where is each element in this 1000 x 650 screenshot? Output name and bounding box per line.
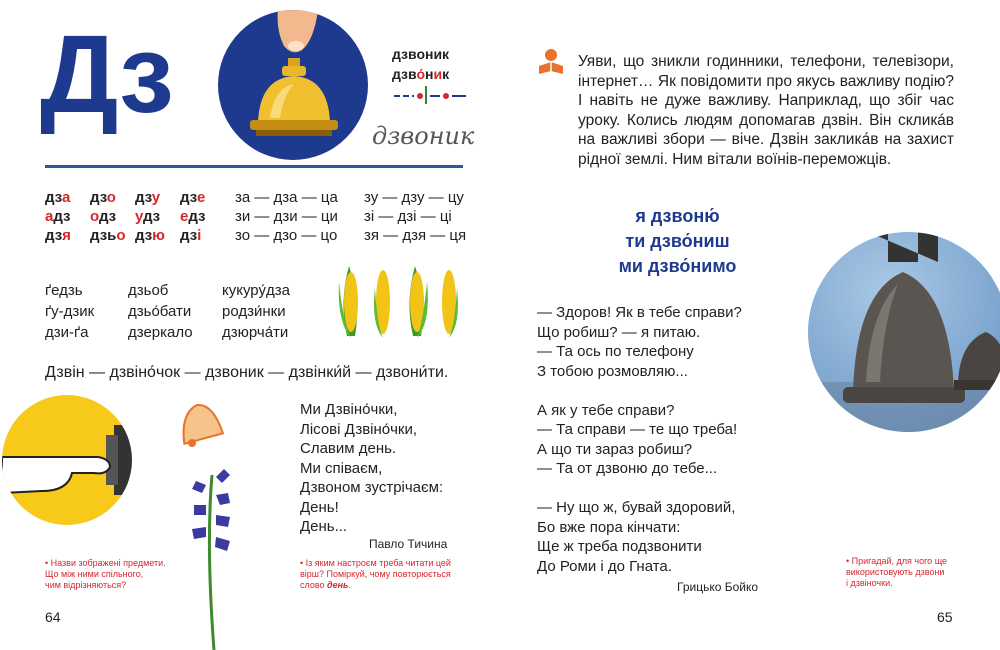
small-bell-icon <box>170 395 230 450</box>
word-family-sentence: Дзвін — дзвіно́чок — дзвоник — дзвінки́й — дзвони́ти. <box>45 364 449 381</box>
dialog-author: Грицько Бойко <box>677 580 759 594</box>
script-word: дзвоник <box>372 122 475 150</box>
page-number-left: 64 <box>45 609 61 625</box>
reading-child-icon <box>538 48 564 76</box>
word-column: кукуру́дза родзи́нки дзюрча́ти <box>222 282 290 341</box>
syllable-chain-column: зу — дзу — цу зі — дзі — ці зя — дзя — ця <box>364 189 467 244</box>
task-note: • Із яким настроєм треба читати цей вірш? Поміркуй, чому повторюється слово день. <box>300 558 451 590</box>
intro-paragraph: Уяви, що зникли годинники, телефони, телевізори, інтернет… Як повідомити про якусь важливу подію? І навіть не дуже важливу. Наприклад, що збіг час уроку. Колись людям допомагав дзвін. Він скликáв на важливі збори — віче. Дзвін заклика́в на захист рідної землі. Ним вітали воїнів-переможців. <box>578 53 954 168</box>
letter-title: Дз <box>40 13 172 136</box>
word-stressed: дзво́ник <box>392 66 450 82</box>
verb-conjugation: я дзвоню́ ти дзво́ниш ми дзво́нимо <box>618 206 737 276</box>
church-bell-photo <box>808 232 1000 432</box>
word-plain: дзвоник <box>392 46 450 62</box>
dialog-poem: — Здоров! Як в тебе справи? Що робиш? — я питаю. — Та ось по телефону З тобою розмовляю... А як у тебе справи? — Та справи — те що треба! А що ти зараз робиш? — Та от дзвоню до тебе... — Ну що ж, бувай здоровий, Бо вже пора кінчати: Ще ж треба подзвонити До Роми і до Гната. <box>537 304 742 575</box>
task-note: • Пригадай, для чого ще використовують дзвони і дзвіночки. <box>846 556 947 588</box>
bluebell-flower-icon <box>176 465 248 650</box>
word-column: ґедзь ґу-дзик дзи-ґа <box>45 282 95 341</box>
syllable-grid <box>45 188 225 245</box>
syllable-row: дза дзо дзу дзе <box>45 189 206 206</box>
syllable-row: адз одз удз едз <box>45 208 206 225</box>
poem-author: Павло Тичина <box>369 537 448 551</box>
syllable-row: дзя дзьо дзю дзі <box>45 227 202 244</box>
page-number-right: 65 <box>937 609 953 625</box>
corn-icon <box>335 262 465 340</box>
doorbell-illustration <box>2 395 132 525</box>
word-column: дзьоб дзьо́бати дзеркало <box>128 282 193 341</box>
syllable-chain-column: за — дза — ца зи — дзи — ци зо — дзо — цо <box>235 189 338 244</box>
bell-illustration <box>218 10 368 160</box>
sound-scheme <box>392 84 468 106</box>
word-card <box>392 44 468 111</box>
poem: Ми Дзвіно́чки, Лісові Дзвіно́чки, Славим день. Ми співаєм, Дзвоном зустрічаєм: День! День... <box>300 401 444 535</box>
task-note: • Назви зображені предмети. Що між ними спільного, чим відрізняються? <box>45 558 166 590</box>
divider <box>45 165 463 168</box>
